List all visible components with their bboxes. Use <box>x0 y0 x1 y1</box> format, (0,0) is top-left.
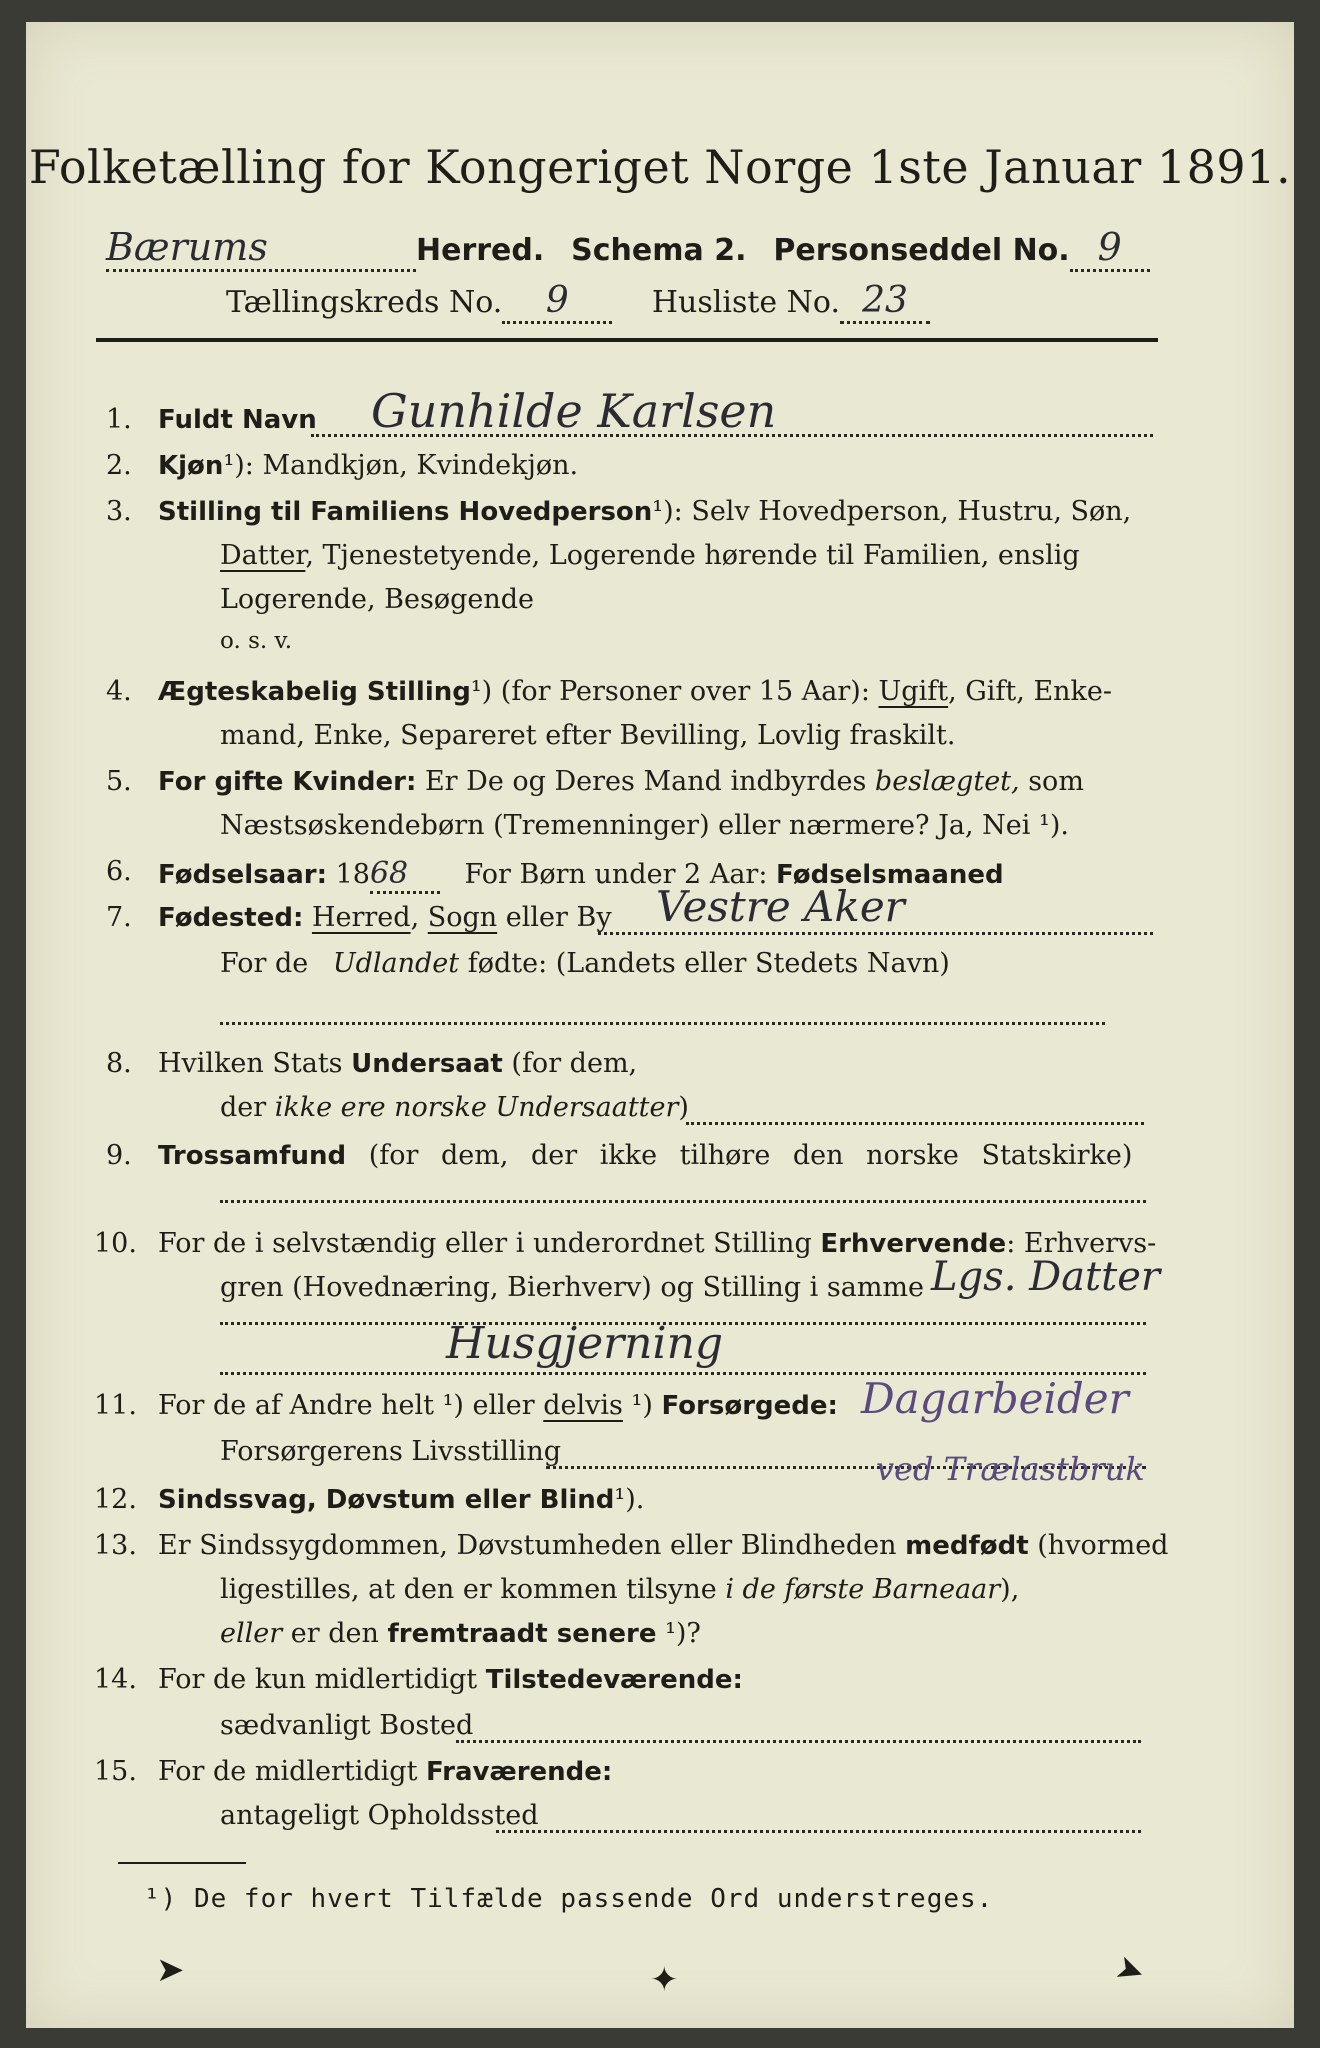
corner-mark-right-icon: ➤ <box>1110 1946 1151 1994</box>
q13-line3-a: er den <box>290 1618 379 1649</box>
husliste-value: 23 <box>840 280 930 324</box>
q3-line4: o. s. v. <box>220 628 293 654</box>
q8-line1-a: Hvilken Stats <box>158 1048 343 1079</box>
header-herred-row <box>106 225 1150 272</box>
q7-dotted-line-2 <box>220 1022 1105 1025</box>
q14-line1-bold: Tilstedeværende: <box>485 1665 743 1695</box>
q11-line1 <box>158 1390 838 1421</box>
q12-number: 12. <box>94 1484 137 1515</box>
q4-number: 4. <box>106 676 132 707</box>
q10-line2: gren (Hovednæring, Bierhverv) og Stilling i samme <box>220 1272 925 1303</box>
q10-line1-bold: Erhvervende <box>820 1229 1007 1259</box>
q13-line3-b: ¹)? <box>665 1618 701 1649</box>
q12-label: Sindssvag, Døvstum eller Blind <box>158 1485 615 1515</box>
personseddel-value: 9 <box>1070 225 1150 272</box>
herred-label: Herred. <box>416 233 545 268</box>
q2-number: 2. <box>106 450 132 481</box>
q13-line2-b: ), <box>1000 1574 1020 1605</box>
q7-answer: Vestre Aker <box>656 882 905 931</box>
q11-line1-bold: Forsørgede: <box>661 1391 838 1421</box>
q14-line2: sædvanligt Bosted <box>220 1710 474 1741</box>
center-mark-icon: ✦ <box>650 1960 679 2000</box>
q9-label: Trossamfund <box>158 1141 347 1171</box>
q9-line1 <box>158 1140 1132 1171</box>
q8-line2 <box>220 1092 689 1123</box>
q6-prefix: 18 <box>335 859 370 890</box>
q13-line3 <box>220 1618 701 1649</box>
q11-delvis-underlined: delvis <box>543 1390 623 1421</box>
q7-line2-a: For de <box>220 948 309 979</box>
census-form <box>26 22 1294 2028</box>
q10-number: 10. <box>94 1228 137 1259</box>
q7-label: Fødested: <box>158 903 304 933</box>
q1-number: 1. <box>106 404 132 435</box>
q13-line1 <box>158 1530 1168 1561</box>
q5-line2: Næstsøskendebørn (Tremenninger) eller nærmere? Ja, Nei ¹). <box>220 810 1069 841</box>
q13-line1-a: Er Sindssygdommen, Døvstumheden eller Blindheden <box>158 1530 897 1561</box>
q5-label: For gifte Kvinder: <box>158 767 417 797</box>
q4-line1-b: , Gift, Enke- <box>948 676 1113 707</box>
q13-line1-b: (hvormed <box>1037 1530 1169 1561</box>
q13-line1-bold: medfødt <box>905 1531 1029 1561</box>
q8-number: 8. <box>106 1048 132 1079</box>
q8-line1 <box>158 1048 637 1079</box>
corner-mark-left-icon: ➤ <box>156 1950 185 1990</box>
q4-ugift-underlined: Ugift <box>878 676 949 707</box>
q6-rest: For Børn under 2 Aar: <box>464 859 768 890</box>
q14-number: 14. <box>94 1664 137 1695</box>
q1-row <box>158 404 317 435</box>
q3-label: Stilling til Familiens Hovedperson <box>158 497 653 527</box>
herred-value: Bærums <box>106 225 416 272</box>
q3-line3: Logerende, Besøgende <box>220 584 534 615</box>
q3-line2 <box>220 540 1080 571</box>
q3-line2-rest: , Tjenestetyende, Logerende hørende til Familien, enslig <box>305 540 1080 571</box>
q14-line1 <box>158 1664 743 1695</box>
q4-label: Ægteskabelig Stilling <box>158 677 471 707</box>
q6-year-value: 68 <box>370 856 440 894</box>
q14-line1-a: For de kun midlertidigt <box>158 1664 478 1695</box>
q6-label: Fødselsaar: <box>158 860 327 890</box>
q8-line2-a: der <box>220 1092 267 1123</box>
q3-datter-underlined: Datter <box>220 540 306 571</box>
q6-number: 6. <box>106 856 132 887</box>
q3-line1-text: ¹): Selv Hovedperson, Hustru, Søn, <box>652 496 1132 527</box>
footnote-rule <box>118 1862 246 1864</box>
q11-line1-b: ¹) <box>631 1390 653 1421</box>
q1-answer: Gunhilde Karlsen <box>371 384 777 438</box>
q7-line2 <box>220 948 950 979</box>
q10-answer-2: Husgjerning <box>446 1318 724 1369</box>
q15-line1-bold: Fraværende: <box>426 1757 613 1787</box>
q9-text: (for dem, der ikke tilhøre den norske Statskirke) <box>368 1140 1133 1171</box>
q7-line2-b: fødte: (Landets eller Stedets Navn) <box>467 948 950 979</box>
q13-line3-italic: eller <box>220 1618 283 1649</box>
q9-dotted-line <box>220 1200 1146 1203</box>
schema-label: Schema 2. <box>571 233 747 268</box>
q7-line2-italic: Udlandet <box>332 948 460 979</box>
q7-line1: Fødested: Herred, Sogn eller By <box>158 902 612 933</box>
q8-line2-b: ) <box>678 1092 689 1123</box>
q5-line1 <box>158 766 1084 797</box>
q4-line1-a: ¹) (for Personer over 15 Aar): <box>470 676 870 707</box>
q8-line1-b: (for dem, <box>511 1048 638 1079</box>
q2-label: Kjøn <box>158 451 224 481</box>
q7-number: 7. <box>106 902 132 933</box>
q12-row <box>158 1484 644 1515</box>
q5-line1-b: som <box>1028 766 1084 797</box>
q5-line1-italic: beslægtet, <box>874 766 1020 797</box>
q5-line1-a: Er De og Deres Mand indbyrdes <box>424 766 867 797</box>
q8-dotted-line <box>686 1122 1144 1125</box>
q7-herred-underlined: Herred <box>311 902 411 933</box>
q1-label: Fuldt Navn <box>158 405 317 435</box>
q9-number: 9. <box>106 1140 132 1171</box>
q15-line1-a: For de midlertidigt <box>158 1756 418 1787</box>
form-title: Folketælling for Kongeriget Norge 1ste Januar 1891. <box>28 140 1292 194</box>
q4-line2: mand, Enke, Separeret efter Bevilling, Lovlig fraskilt. <box>220 720 956 751</box>
q8-line1-bold: Undersaat <box>351 1049 503 1079</box>
q15-dotted-line <box>496 1830 1141 1833</box>
q11-number: 11. <box>94 1390 137 1421</box>
q11-line2: Forsørgerens Livsstilling <box>220 1436 562 1467</box>
q13-number: 13. <box>94 1530 137 1561</box>
husliste-label: Husliste No. <box>651 285 841 320</box>
header-rule <box>96 338 1158 342</box>
q11-answer-1: Dagarbeider <box>861 1374 1129 1423</box>
q13-line2-a: ligestilles, at den er kommen tilsyne <box>220 1574 717 1605</box>
q13-line2-italic: i de første Barneaar <box>725 1574 1001 1605</box>
q2-row <box>158 450 578 481</box>
q7-sogn-underlined: Sogn <box>427 902 498 933</box>
personseddel-label: Personseddel No. <box>773 233 1070 268</box>
q15-line1 <box>158 1756 612 1787</box>
q8-line2-italic: ikke ere norske Undersaatter <box>274 1092 679 1123</box>
q10-answer-1: Lgs. Datter <box>931 1254 1160 1300</box>
q3-number: 3. <box>106 496 132 527</box>
q10-line1-a: For de i selvstændig eller i underordnet Stilling <box>158 1228 812 1259</box>
q14-dotted-line <box>456 1740 1141 1743</box>
q15-number: 15. <box>94 1756 137 1787</box>
q11-line1-a: For de af Andre helt ¹) eller <box>158 1390 535 1421</box>
q10-line1-b: : Erhvervs- <box>1006 1228 1157 1259</box>
taellingskreds-value: 9 <box>502 280 612 324</box>
q2-text: ¹): Mandkjøn, Kvindekjøn. <box>223 450 579 481</box>
q13-line3-bold: fremtraadt senere <box>387 1619 657 1649</box>
q11-answer-2: ved Trælastbruk <box>876 1450 1145 1488</box>
q7-dotted-line <box>598 932 1153 935</box>
header-kreds-row <box>226 280 930 324</box>
q5-number: 5. <box>106 766 132 797</box>
q4-line1 <box>158 676 1112 707</box>
q6-rest-bold: Fødselsmaaned <box>776 860 1004 890</box>
q3-line1 <box>158 496 1131 527</box>
q15-line2: antageligt Opholdssted <box>220 1800 539 1831</box>
q7-rest: eller By <box>505 902 612 933</box>
taellingskreds-label: Tællingskreds No. <box>226 285 503 320</box>
q13-line2 <box>220 1574 1019 1605</box>
footnote: ¹) De for hvert Tilfælde passende Ord understreges. <box>144 1884 994 1914</box>
q12-tail: ¹). <box>614 1484 645 1515</box>
